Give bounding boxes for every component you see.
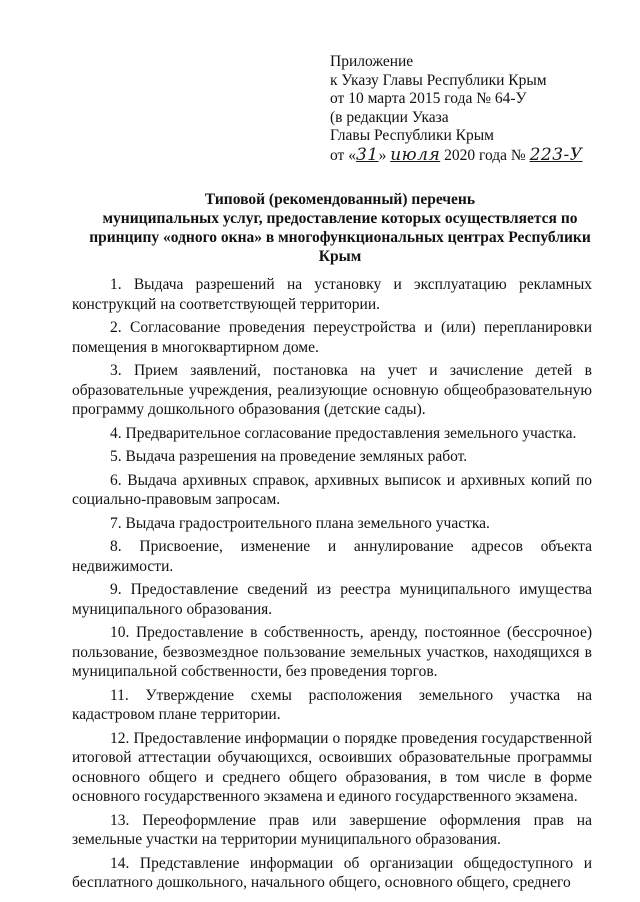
list-item: 6. Выдача архивных справок, архивных выписок и архивных копий по социально-правовым запросам.: [72, 471, 592, 508]
list-item: 8. Присвоение, изменение и аннулирование адресов объекта недвижимости.: [72, 538, 592, 575]
annex-line-3: от 10 марта 2015 года № 64-У: [330, 90, 527, 107]
list-item: 3. Прием заявлений, постановка на учет и зачисление детей в образовательные учреждения, реализующие основную общеобразовательную программу дошкольного образования (детские сады).: [72, 362, 592, 418]
annex-line-1: Приложение: [330, 53, 414, 70]
title-line-2: муниципальных услуг, предоставление которых осуществляется по: [102, 210, 578, 227]
annex-line-4: (в редакции Указа: [330, 108, 449, 126]
list-item: 4. Предварительное согласование предоставления земельного участка.: [110, 424, 577, 442]
services-list: [72, 275, 592, 897]
title-line-1: Типовой (рекомендованный) перечень: [204, 191, 476, 208]
annex-date-prefix: от «: [330, 146, 356, 164]
list-item: 10. Предоставление в собственность, аренду, постоянное (бессрочное) пользование, безвозмездное пользование земельных участков, находящихся в муниципальной собственности, без проведения торгов.: [72, 624, 592, 680]
annex-line-2: к Указу Главы Республики Крым: [330, 71, 547, 89]
list-item: 1. Выдача разрешений на установку и эксплуатацию рекламных конструкций на соответствующей территории.: [72, 276, 592, 313]
list-item: 11. Утверждение схемы расположения земельного участка на кадастровом плане территории.: [72, 686, 592, 723]
list-item: 12. Предоставление информации о порядке проведения государственной итоговой аттестации обучающихся, освоивших образовательные программы основного общего и среднего общего образования, в том числе в форме основного государственного экзамена и единого государственного экзамена.: [72, 729, 592, 805]
list-item: 9. Предоставление сведений из реестра муниципального имущества муниципального образования.: [72, 581, 592, 618]
annex-year-part: 2020 года №: [440, 146, 530, 164]
annex-date-mid: »: [378, 146, 391, 164]
title-line-3: принципу «одного окна» в многофункциональных центрах Республики: [89, 229, 591, 246]
annex-line-6: [330, 146, 630, 166]
list-item: 2. Согласование проведения переустройства и (или) перепланировки помещения в многоквартирном доме.: [72, 319, 592, 356]
handwritten-day: 31: [355, 144, 379, 165]
list-item: 5. Выдача разрешения на проведение земляных работ.: [110, 448, 468, 465]
annex-block: [330, 53, 630, 165]
handwritten-number: 223-У: [529, 144, 583, 165]
annex-line-5: Главы Республики Крым: [330, 127, 494, 144]
title-line-4: Крым: [318, 248, 362, 265]
handwritten-month: июля: [390, 144, 441, 165]
document-title: [60, 190, 620, 266]
list-item: 13. Переоформление прав или завершение оформления прав на земельные участки на территории муниципального образования.: [72, 811, 592, 848]
list-item: 14. Представление информации об организации общедоступного и бесплатного дошкольного, начального общего, основного общего, среднего: [72, 854, 592, 891]
list-item: 7. Выдача градостроительного плана земельного участка.: [110, 514, 490, 532]
